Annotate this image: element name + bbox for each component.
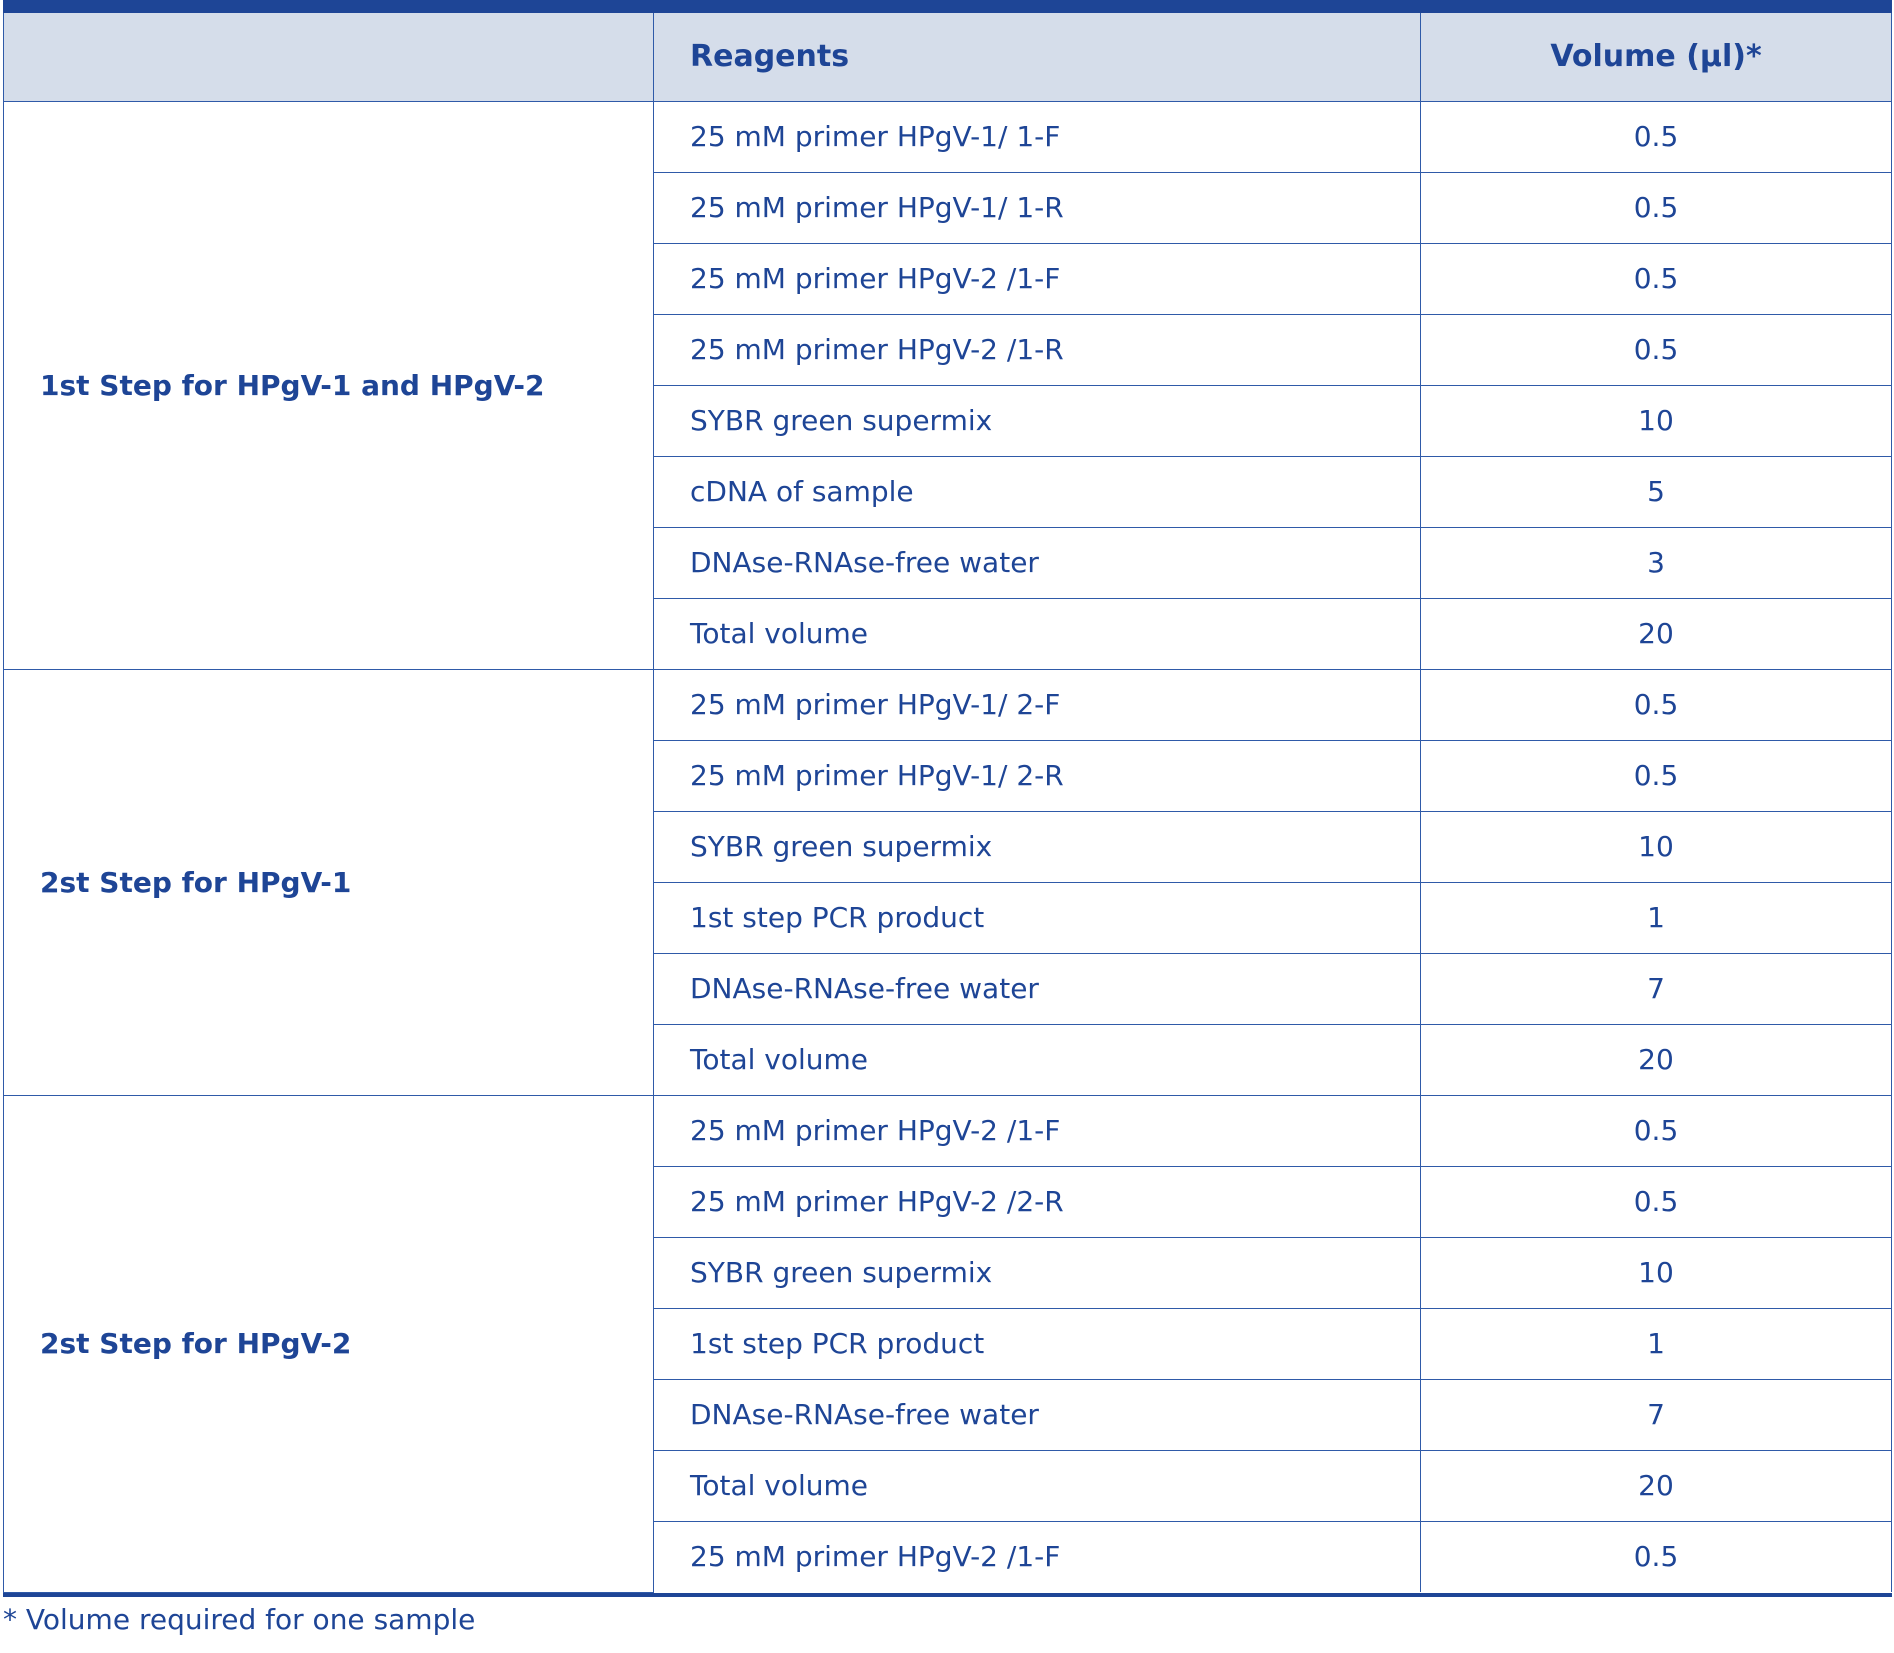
volume-cell: 3	[1421, 527, 1892, 598]
table-row	[4, 101, 1892, 172]
reagent-cell: 25 mM primer HPgV-2 /1-R	[654, 314, 1421, 385]
reagent-cell: Total volume	[654, 598, 1421, 669]
reagent-cell: 25 mM primer HPgV-1/ 1-R	[654, 172, 1421, 243]
volume-cell: 10	[1421, 811, 1892, 882]
step-label: 2st Step for HPgV-1	[4, 669, 654, 1095]
volume-cell: 20	[1421, 1024, 1892, 1095]
reagent-cell: 25 mM primer HPgV-2 /1-F	[654, 243, 1421, 314]
volume-cell: 0.5	[1421, 669, 1892, 740]
volume-cell: 0.5	[1421, 1521, 1892, 1592]
reagent-cell: 25 mM primer HPgV-2 /1-F	[654, 1521, 1421, 1592]
reagent-cell: 1st step PCR product	[654, 1308, 1421, 1379]
reagent-cell: DNAse-RNAse-free water	[654, 1379, 1421, 1450]
volume-cell: 20	[1421, 1450, 1892, 1521]
reagent-cell: 25 mM primer HPgV-2 /2-R	[654, 1166, 1421, 1237]
reagent-cell: Total volume	[654, 1024, 1421, 1095]
header-reagents: Reagents	[654, 13, 1421, 101]
reagent-cell: cDNA of sample	[654, 456, 1421, 527]
volume-cell: 0.5	[1421, 740, 1892, 811]
header-volume: Volume (µl)*	[1421, 13, 1892, 101]
volume-cell: 7	[1421, 953, 1892, 1024]
volume-cell: 0.5	[1421, 1166, 1892, 1237]
volume-cell: 10	[1421, 1237, 1892, 1308]
volume-cell: 0.5	[1421, 243, 1892, 314]
volume-cell: 7	[1421, 1379, 1892, 1450]
table-body	[4, 101, 1892, 1592]
volume-cell: 5	[1421, 456, 1892, 527]
volume-cell: 10	[1421, 385, 1892, 456]
volume-cell: 0.5	[1421, 172, 1892, 243]
volume-cell: 1	[1421, 1308, 1892, 1379]
volume-cell: 20	[1421, 598, 1892, 669]
table-row	[4, 1095, 1892, 1166]
reagent-cell: Total volume	[654, 1450, 1421, 1521]
reagent-table-container	[3, 0, 1892, 1597]
reagent-cell: SYBR green supermix	[654, 811, 1421, 882]
footnote: * Volume required for one sample	[3, 1603, 476, 1636]
reagent-cell: 25 mM primer HPgV-1/ 2-F	[654, 669, 1421, 740]
header-row	[4, 13, 1892, 101]
reagent-cell: 25 mM primer HPgV-1/ 1-F	[654, 101, 1421, 172]
volume-cell: 0.5	[1421, 1095, 1892, 1166]
step-label: 1st Step for HPgV-1 and HPgV-2	[4, 101, 654, 669]
step-label: 2st Step for HPgV-2	[4, 1095, 654, 1592]
volume-cell: 0.5	[1421, 101, 1892, 172]
reagent-cell: DNAse-RNAse-free water	[654, 527, 1421, 598]
reagent-cell: SYBR green supermix	[654, 385, 1421, 456]
header-step-cell	[4, 13, 654, 101]
reagent-cell: DNAse-RNAse-free water	[654, 953, 1421, 1024]
volume-cell: 0.5	[1421, 314, 1892, 385]
table-row	[4, 669, 1892, 740]
reagent-cell: 25 mM primer HPgV-1/ 2-R	[654, 740, 1421, 811]
volume-cell: 1	[1421, 882, 1892, 953]
reagent-table	[3, 13, 1892, 1593]
reagent-cell: 1st step PCR product	[654, 882, 1421, 953]
reagent-cell: 25 mM primer HPgV-2 /1-F	[654, 1095, 1421, 1166]
reagent-cell: SYBR green supermix	[654, 1237, 1421, 1308]
table-header	[4, 13, 1892, 101]
